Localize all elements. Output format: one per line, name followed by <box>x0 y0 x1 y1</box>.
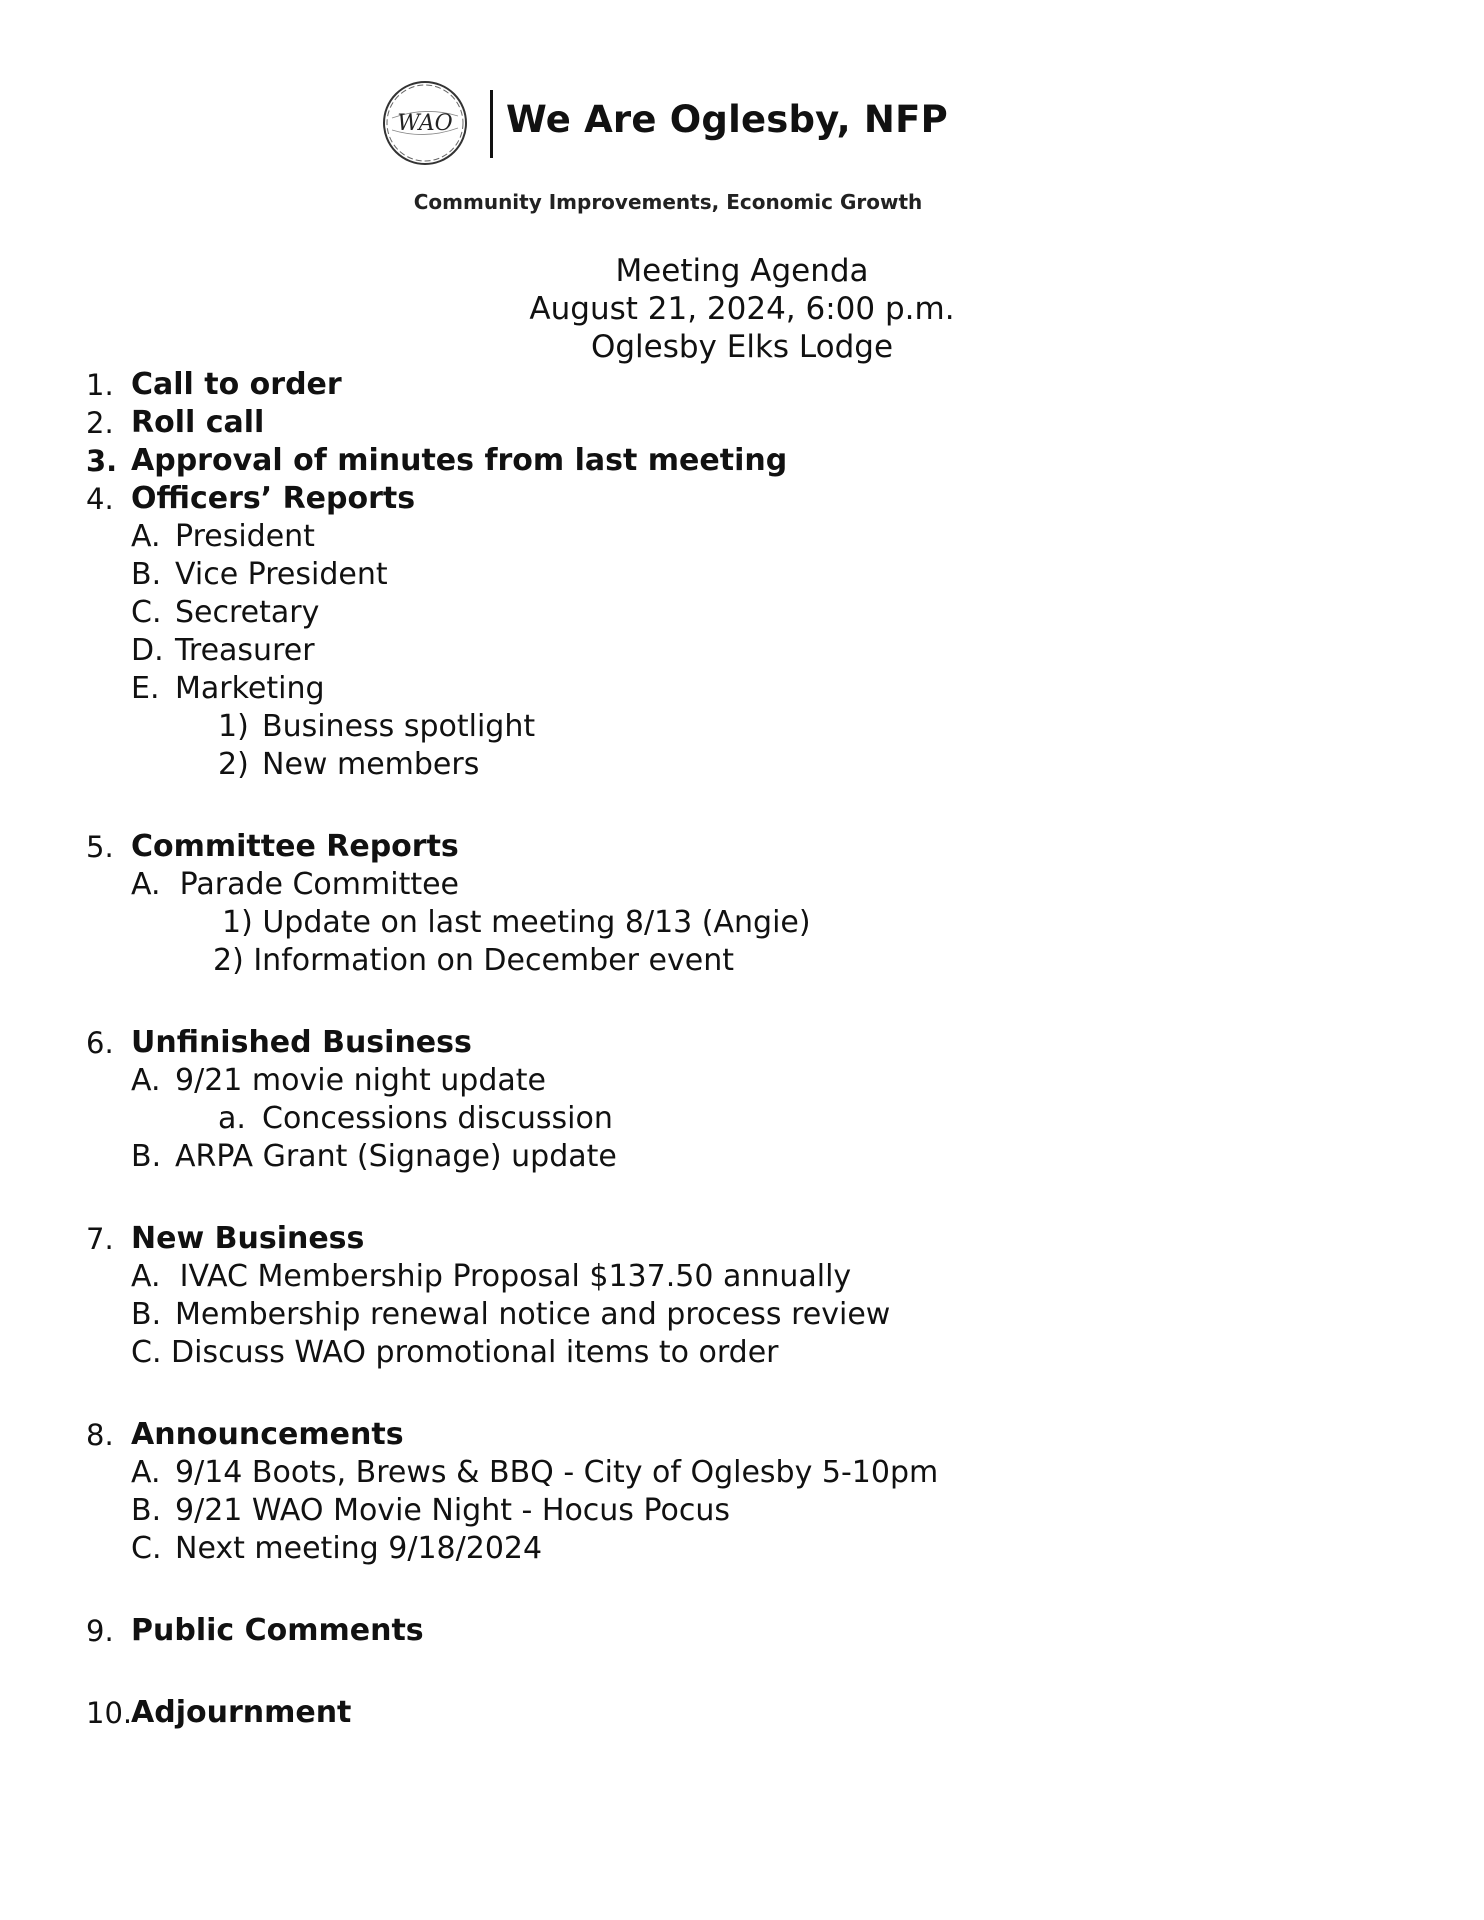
wao-logo-icon <box>380 78 470 168</box>
sub-sub-item <box>0 1100 1484 1138</box>
item-label: Officers’ Reports <box>131 481 416 516</box>
item-number: 10. <box>86 1696 133 1730</box>
sub-item-letter: A. <box>131 519 161 554</box>
meeting-location: Oglesby Elks Lodge <box>590 329 894 365</box>
item-number: 9. <box>86 1614 114 1648</box>
spacer <box>0 1568 1484 1612</box>
sub-item-letter: B. <box>131 557 162 592</box>
sub-item-label: Membership renewal notice and process review <box>175 1297 891 1332</box>
item-label: Roll call <box>131 405 265 440</box>
agenda-item <box>0 828 1484 866</box>
sub-sub-item-label: New members <box>262 747 480 782</box>
sub-item <box>0 1454 1484 1492</box>
spacer <box>0 784 1484 828</box>
agenda-item <box>0 366 1484 404</box>
sub-item <box>0 1530 1484 1568</box>
sub-item-label: A. Parade Committee <box>131 867 460 902</box>
sub-item <box>0 1296 1484 1334</box>
sub-sub-item-label: 2) Information on December event <box>213 943 734 978</box>
sub-item-letter: B. <box>131 1139 162 1174</box>
sub-item <box>0 1062 1484 1100</box>
agenda-item <box>0 480 1484 518</box>
item-label: New Business <box>131 1221 365 1256</box>
sub-item <box>0 556 1484 594</box>
sub-item-label: 9/21 movie night update <box>175 1063 546 1098</box>
sub-item-label: Next meeting 9/18/2024 <box>175 1531 543 1566</box>
agenda-item <box>0 1024 1484 1062</box>
sub-sub-item-number: 2) <box>218 747 249 782</box>
sub-item <box>0 632 1484 670</box>
sub-item-label: President <box>175 519 315 554</box>
org-name: We Are Oglesby, NFP <box>506 98 948 141</box>
tagline: Community Improvements, Economic Growth <box>413 190 923 214</box>
sub-item <box>0 1138 1484 1176</box>
spacer <box>0 980 1484 1024</box>
sub-item-label: Marketing <box>175 671 325 706</box>
sub-item-label: A. IVAC Membership Proposal $137.50 annually <box>131 1259 852 1294</box>
logo-divider <box>490 90 493 158</box>
spacer <box>0 1176 1484 1220</box>
item-number: 7. <box>86 1222 114 1256</box>
sub-sub-item-number: a. <box>218 1101 246 1136</box>
item-label: Approval of minutes from last meeting <box>131 443 788 478</box>
spacer <box>0 1650 1484 1694</box>
sub-item-label: 9/14 Boots, Brews & BBQ - City of Oglesby 5-10pm <box>175 1455 939 1490</box>
sub-item <box>0 1334 1484 1372</box>
letterhead <box>380 78 948 178</box>
agenda-item <box>0 1220 1484 1258</box>
item-label: Announcements <box>131 1417 404 1452</box>
sub-item-label: Secretary <box>175 595 320 630</box>
logo-text: WAO <box>397 111 453 136</box>
sub-item-label: Treasurer <box>175 633 315 668</box>
item-number: 1. <box>86 368 114 402</box>
item-number: 6. <box>86 1026 114 1060</box>
sub-item-letter: C. <box>131 1531 162 1566</box>
item-label: Adjournment <box>131 1695 352 1730</box>
sub-item <box>0 866 1484 904</box>
sub-item-letter: E. <box>131 671 160 706</box>
agenda-item <box>0 404 1484 442</box>
agenda-item <box>0 442 1484 480</box>
item-number: 3. <box>86 444 118 478</box>
sub-item <box>0 670 1484 708</box>
sub-item <box>0 518 1484 556</box>
sub-sub-item <box>0 708 1484 746</box>
meeting-datetime: August 21, 2024, 6:00 p.m. <box>529 291 955 327</box>
sub-sub-item-number: 1) <box>218 709 249 744</box>
agenda-item <box>0 1416 1484 1454</box>
sub-item <box>0 1492 1484 1530</box>
sub-item-label: 9/21 WAO Movie Night - Hocus Pocus <box>175 1493 730 1528</box>
sub-item <box>0 594 1484 632</box>
item-number: 8. <box>86 1418 114 1452</box>
sub-item-letter: C. <box>131 595 162 630</box>
sub-sub-item-label: Concessions discussion <box>262 1101 613 1136</box>
sub-sub-item-label: Business spotlight <box>262 709 536 744</box>
item-number: 2. <box>86 406 114 440</box>
sub-item-label: Vice President <box>175 557 388 592</box>
sub-sub-item <box>0 904 1484 942</box>
item-label: Committee Reports <box>131 829 459 864</box>
sub-sub-item <box>0 942 1484 980</box>
sub-item-letter: D. <box>131 633 164 668</box>
item-label: Unfinished Business <box>131 1025 472 1060</box>
sub-item-letter: A. <box>131 1455 161 1490</box>
item-number: 5. <box>86 830 114 864</box>
meeting-info <box>0 252 1484 366</box>
item-number: 4. <box>86 482 114 516</box>
sub-sub-item-label: 1) Update on last meeting 8/13 (Angie) <box>222 905 811 940</box>
agenda-list <box>0 366 1484 1732</box>
sub-item-letter: B. <box>131 1297 162 1332</box>
agenda-item <box>0 1694 1484 1732</box>
sub-sub-item <box>0 746 1484 784</box>
item-label: Public Comments <box>131 1613 424 1648</box>
agenda-item <box>0 1612 1484 1650</box>
sub-item-letter: A. <box>131 1063 161 1098</box>
meeting-title: Meeting Agenda <box>615 253 869 289</box>
sub-item-letter: B. <box>131 1493 162 1528</box>
item-label: Call to order <box>131 367 342 402</box>
sub-item-label: C. Discuss WAO promotional items to order <box>131 1335 779 1370</box>
sub-item <box>0 1258 1484 1296</box>
spacer <box>0 1372 1484 1416</box>
sub-item-label: ARPA Grant (Signage) update <box>175 1139 617 1174</box>
